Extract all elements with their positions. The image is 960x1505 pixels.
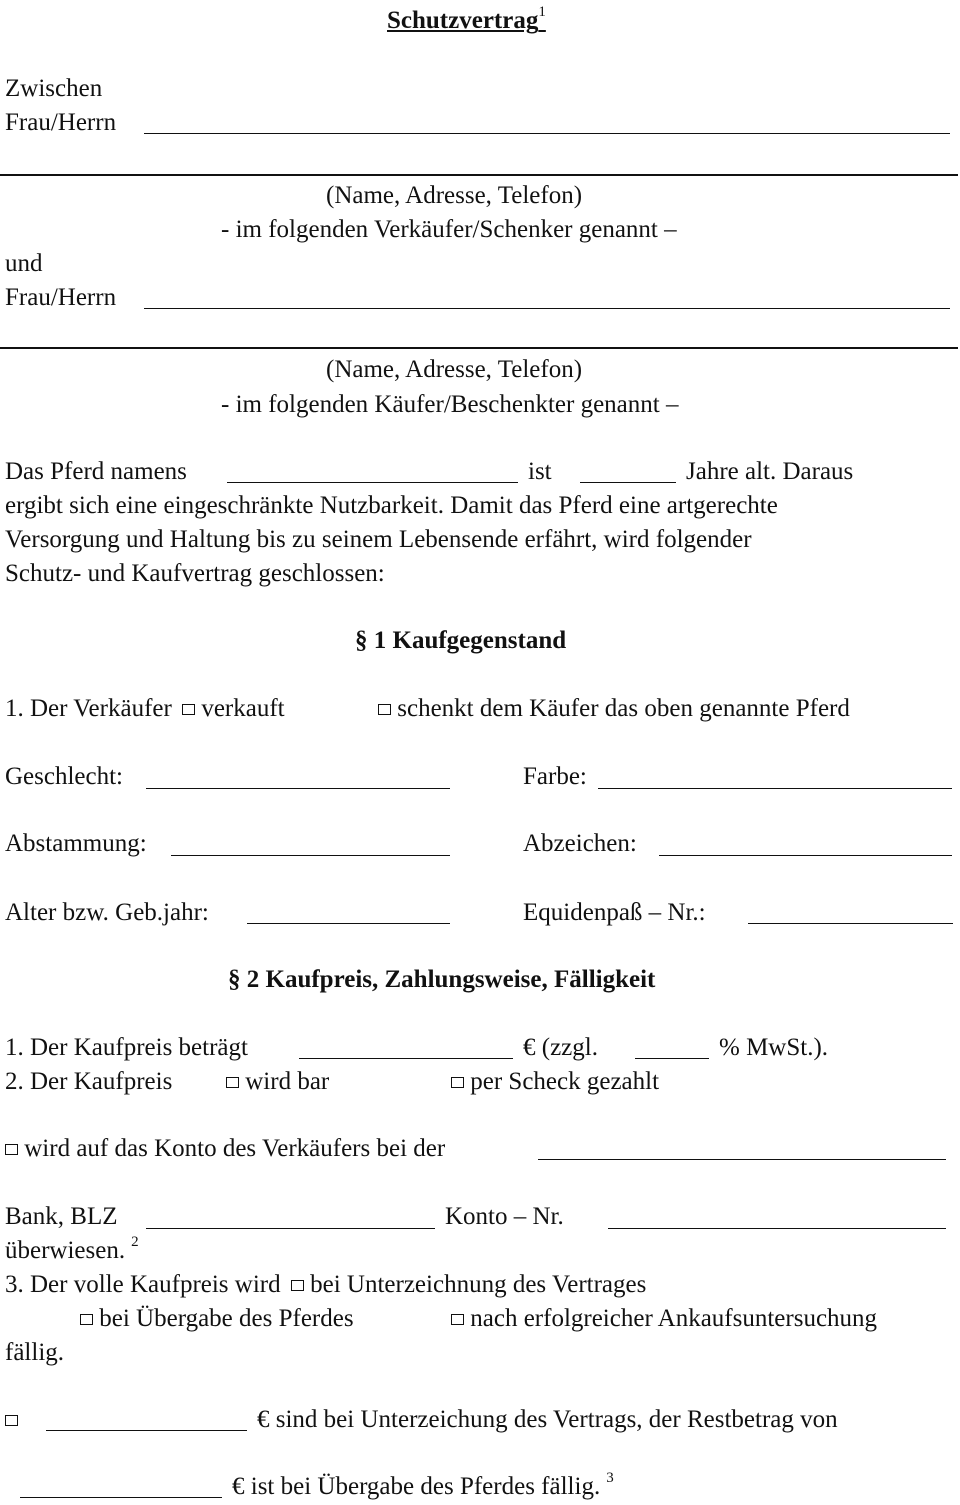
rest-label: € ist bei Übergabe des Pferdes fällig. <box>232 1473 601 1500</box>
transfer-label: wird auf das Konto des Verkäufers bei der <box>24 1135 446 1162</box>
unterzeichnung-label: bei Unterzeichnung des Vertrages <box>310 1271 647 1298</box>
faellig-label: fällig. <box>5 1339 65 1366</box>
section-2-heading: § 2 Kaufpreis, Zahlungsweise, Fälligkeit <box>228 966 656 993</box>
price-field[interactable] <box>299 1058 513 1059</box>
abzeichen-label: Abzeichen: <box>523 830 637 857</box>
intro-line-4: Schutz- und Kaufvertrag geschlossen: <box>5 560 385 587</box>
abzeichen-field[interactable] <box>659 855 952 856</box>
checkbox-teilzahlung[interactable] <box>5 1415 18 1426</box>
ueberwiesen <box>5 1234 139 1264</box>
alter-field[interactable] <box>247 923 450 924</box>
seller-address-line[interactable] <box>0 174 958 176</box>
payment-label: 2. Der Kaufpreis <box>5 1068 173 1095</box>
konto-label: Konto – Nr. <box>445 1203 564 1230</box>
vat-field[interactable] <box>635 1058 709 1059</box>
rest-footnote: 3 <box>606 1470 614 1486</box>
section-1-item-1 <box>5 696 285 721</box>
checkbox-scheck[interactable] <box>451 1077 464 1088</box>
due-uebergabe <box>80 1306 354 1331</box>
due-line-1 <box>5 1272 646 1297</box>
buyer-role: - im folgenden Käufer/Beschenkter genannt – <box>221 391 679 418</box>
abstammung-label: Abstammung: <box>5 830 147 857</box>
intro-ist-label: ist <box>528 458 552 485</box>
document-title <box>387 4 546 34</box>
price-currency-label: € (zzgl. <box>523 1034 598 1061</box>
ueberwiesen-label: überwiesen. <box>5 1237 126 1264</box>
vat-label: % MwSt.). <box>719 1034 829 1061</box>
verkauft-label: verkauft <box>201 695 285 722</box>
farbe-label: Farbe: <box>523 763 587 790</box>
bank-name-field[interactable] <box>538 1159 946 1160</box>
checkbox-schenkt[interactable] <box>378 704 391 715</box>
ueberwiesen-footnote: 2 <box>131 1234 139 1250</box>
geschlecht-field[interactable] <box>146 788 450 789</box>
partial-checkbox-wrap <box>5 1407 18 1432</box>
payment-scheck <box>451 1069 659 1094</box>
rest-amount-field[interactable] <box>20 1497 222 1498</box>
seller-hint: (Name, Adresse, Telefon) <box>326 182 583 209</box>
konto-field[interactable] <box>608 1228 946 1229</box>
intro-line-2: ergibt sich eine eingeschränkte Nutzbarkeit. Damit das Pferd eine artgerechte <box>5 492 778 519</box>
und-label: und <box>5 250 43 277</box>
intro-jahre-label: Jahre alt. Daraus <box>686 458 854 485</box>
partial-label: € sind bei Unterzeichung des Vertrags, der Restbetrag von <box>257 1406 838 1433</box>
alter-label: Alter bzw. Geb.jahr: <box>5 899 209 926</box>
checkbox-unterzeichnung[interactable] <box>291 1280 304 1291</box>
buyer-label: Frau/Herrn <box>5 284 117 311</box>
due-label: 3. Der volle Kaufpreis wird <box>5 1271 281 1298</box>
buyer-hint: (Name, Adresse, Telefon) <box>326 356 583 383</box>
blz-field[interactable] <box>146 1228 435 1229</box>
buyer-address-line[interactable] <box>0 347 958 349</box>
ankauf-label: nach erfolgreicher Ankaufsuntersuchung <box>470 1305 878 1332</box>
intro-line-3: Versorgung und Haltung bis zu seinem Lebensende erfährt, wird folgender <box>5 526 752 553</box>
buyer-name-line[interactable] <box>144 308 950 309</box>
equidenpass-label: Equidenpaß – Nr.: <box>523 899 706 926</box>
equidenpass-field[interactable] <box>748 923 953 924</box>
payment-transfer <box>5 1136 445 1161</box>
partial-amount-field[interactable] <box>46 1430 247 1431</box>
intro-horse-name-label: Das Pferd namens <box>5 458 187 485</box>
horse-name-field[interactable] <box>227 482 518 483</box>
checkbox-ankaufsuntersuchung[interactable] <box>451 1314 464 1325</box>
farbe-field[interactable] <box>598 788 952 789</box>
bank-label: Bank, BLZ <box>5 1203 118 1230</box>
zwischen-label: Zwischen <box>5 75 103 102</box>
title-text: Schutzvertrag <box>387 7 539 34</box>
title-footnote: 1 <box>538 4 546 20</box>
horse-age-field[interactable] <box>580 482 676 483</box>
uebergabe-label: bei Übergabe des Pferdes <box>99 1305 354 1332</box>
checkbox-bar[interactable] <box>226 1077 239 1088</box>
scheck-label: per Scheck gezahlt <box>470 1068 660 1095</box>
price-label: 1. Der Kaufpreis beträgt <box>5 1034 248 1061</box>
schenkt-label: schenkt dem Käufer das oben genannte Pferd <box>397 695 850 722</box>
checkbox-uebergabe[interactable] <box>80 1314 93 1325</box>
checkbox-verkauft[interactable] <box>182 704 195 715</box>
seller-role: - im folgenden Verkäufer/Schenker genannt – <box>221 216 677 243</box>
seller-name-line[interactable] <box>144 133 950 134</box>
geschlecht-label: Geschlecht: <box>5 763 124 790</box>
rest-line <box>232 1470 614 1500</box>
seller-label: Frau/Herrn <box>5 109 117 136</box>
item-1-label: 1. Der Verkäufer <box>5 695 172 722</box>
payment-bar <box>226 1069 329 1094</box>
section-1-heading: § 1 Kaufgegenstand <box>355 627 567 654</box>
bar-label: wird bar <box>245 1068 330 1095</box>
section-1-item-1-schenkt <box>378 696 850 721</box>
due-ankauf <box>451 1306 877 1331</box>
abstammung-field[interactable] <box>171 855 450 856</box>
checkbox-transfer[interactable] <box>5 1144 18 1155</box>
